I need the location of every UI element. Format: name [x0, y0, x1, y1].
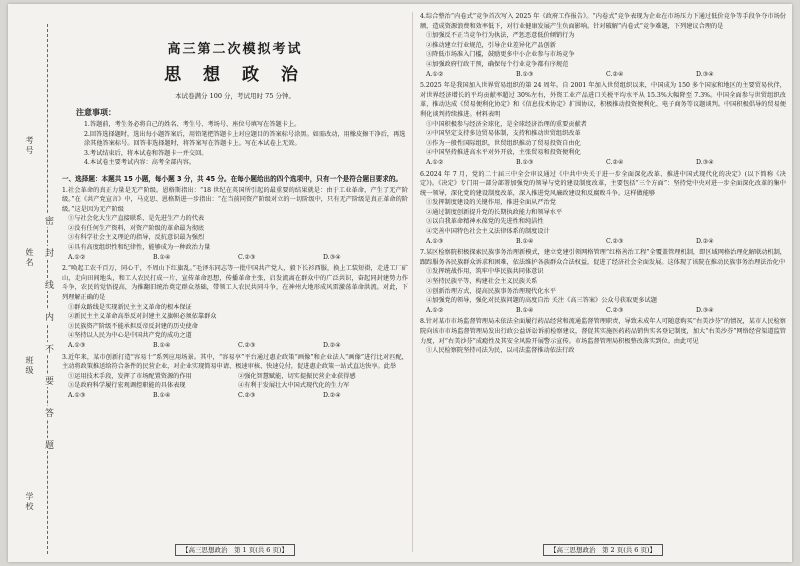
answer-choices [68, 391, 408, 401]
answer-choice: B.①④ [516, 237, 534, 245]
answer-choice: D.②④ [323, 342, 341, 349]
answer-choice: A.①③ [426, 237, 444, 245]
notice-item: 4.本试卷主要考试内容：高考全部内容。 [84, 159, 196, 166]
question-option: ①与社会化大生产直接联系，是先进生产力的代表 [68, 215, 205, 223]
answer-choice: B.①④ [516, 306, 534, 314]
answer-choices [426, 70, 786, 80]
answer-choice: D.③④ [696, 306, 714, 314]
page-footer [62, 545, 408, 554]
binding-label-exam-number: 考号 [25, 136, 34, 156]
answer-choice: B.①④ [153, 342, 171, 349]
answer-choice: D.②④ [696, 237, 714, 245]
question-4-stem: 4.综合整治“内卷式”竞争首次写入 2025 年《政府工作报告》。“内卷式”竞争表现为企业在市场压力下通过低价竞争等手段争夺市场份额，造成资源浪费和效率低下，对行业健康发展产生负面影响。针对破解“内卷式”竞争难题，下列建议合理的是 [420, 13, 786, 30]
question-3-stem: 3.近年来，某市创新打造“容易十”系列应用场景。其中，“容易享”平台通过惠企政策“画像”和企业法人“画像”进行比对匹配，主动将政策推送给符合条件的民营企业，对企业实现简易申请、极速审核、快速兑付，促进惠企政策一站式直达快享。此举 [62, 353, 408, 371]
answer-choice: C.②③ [238, 342, 256, 349]
answer-choice: A.①③ [68, 391, 86, 399]
page-footer-label: 【高三思想政治 第 1 页(共 6 页)】 [175, 544, 295, 556]
answer-choice: A.①② [426, 70, 444, 78]
question-option: ②推动建立行业规范，引导企业差异化产品创新 [426, 41, 556, 49]
answer-choice: B.①③ [516, 158, 534, 166]
answer-choice: A.①③ [68, 342, 86, 349]
page-1 [62, 10, 408, 554]
question-option: ①中国积极参与经济全球化，是全球经济治理的重要贡献者 [426, 120, 587, 128]
question-option: ③是政府科学履行宏观调控职能的具体表现 [68, 382, 186, 390]
answer-choice: D.③④ [696, 158, 714, 166]
answer-choices [426, 306, 786, 316]
question-option: ④具有高度组织性和纪律性，能够成为一种政治力量 [68, 244, 211, 252]
question-option: ③创新治理方式，提高民族事务治理现代化水平 [426, 287, 556, 295]
question-option: ②没有任何生产资料，对资产阶级的革命最为彻底 [68, 224, 205, 232]
question-7-stem: 7.某区检察院积极探索民族事务治理新模式，建立党建引领网格管理“红格善治工程”全覆盖管理机制，即区域网格治理化解联动机制，跟踪服务各民族群众诉求和困难，依法维护各族群众合法权益，促进了经济社会全面发展。这体现了该院在推动民族事务治理法治化中 [420, 249, 786, 266]
seal-char: 答 [43, 408, 53, 417]
question-option: ④有利于发展壮大中国式现代化的生力军 [238, 382, 350, 390]
question-option: ①人民检察院坚持司法为民，以司法监督推动依法行政 [426, 347, 575, 355]
answer-choice: C.②③ [606, 237, 624, 245]
question-option: ④完善中国特色社会主义法律体系的制度设计 [426, 228, 550, 236]
question-8-stem: 8.针对某市市场监督管理局未依法全面履行药品经营和流通监督管理职责，导致未成年人可随意购买“右美沙芬”的情况，某市人民检察院向该市市场监督管理局发出行政公益诉讼诉前检察建议，督促其实施医药药品销售实名登记制度，加大“右美沙芬”网络经营渠道监管力度，对“右美沙芬”成瘾性及其安全风险开展警示宣传。市场监督管理局积极整改落实到位。由此可见 [420, 318, 786, 345]
seal-char: 内 [43, 312, 53, 321]
question-option: ②新民主主义革命高举反对封建主义旗帜必须依靠群众 [68, 313, 217, 321]
answer-choices [68, 253, 408, 263]
question-option: ④坚持以人民为中心是中国共产党的成功之道 [68, 332, 192, 340]
seal-char: 密 [43, 216, 53, 225]
page-footer [420, 545, 786, 554]
question-option: ④加强党的领导，强化对民族问题的高度自治 关注《高三答案》公众号获取更多试题 [426, 297, 657, 305]
question-option: ③作为一般性国际组织，世贸组织推动了贸易投资自由化 [426, 139, 581, 147]
exam-title: 高三第二次模拟考试 [167, 42, 303, 57]
question-option: ②强化智慧赋能，切实提振民营企业获得感 [238, 372, 356, 380]
question-6-stem: 6.2024 年 7 月，党的二十届三中全会审议通过《中共中央关于进一步全面深化改革、推进中国式现代化的决定》(以下简称《决定》)。《决定》专门用一部分部署加强党的领导与党的建设制度改革，主要包括“三个方面”：坚持党中央对进一步全面深化改革的集中统一领导，深化党的建设制度改革，深入推进党风廉政建设和反腐败斗争。这样做能够 [420, 170, 786, 197]
answer-choice: C.②④ [606, 70, 624, 78]
answer-choice: B.①④ [153, 253, 171, 261]
question-option: ④中国坚持推进高水平对外开放，主张贸易和投资便利化 [426, 149, 581, 157]
exam-sheet [8, 4, 792, 562]
answer-choices [426, 158, 786, 168]
question-option: ③降低市场准入门槛，鼓励更多中小企业参与市场竞争 [426, 51, 575, 59]
question-option: ③以自我革命精神永葆党的先进性和纯洁性 [426, 218, 544, 226]
answer-choices [426, 237, 786, 247]
exam-info: 本试卷满分 100 分，考试用时 75 分钟。 [175, 92, 295, 100]
answer-choice: D.③④ [696, 70, 714, 78]
answer-choice: C.②④ [606, 158, 624, 166]
answer-choice: A.①② [426, 158, 444, 166]
subject-title: 思 想 政 治 [164, 65, 306, 85]
question-5-stem: 5.2025 年是我国加入世界贸易组织的第 24 周年。自 2001 年加入世贸组织以来，中国成为 150 多个国家和地区的主要贸易伙伴，对世界经济增长的平均贡献率超过 30%左右，外资工业产品进口关税平均水平从 15.3%大幅降至 7.3%。中国全面参与世贸组织改革，推动达成《贸易便利化协定》和《信息技术协定》扩围协议，积极推动投资便利化、电子商务等议题谈判。中国积极倡导的贸易便利化谈判持续推进。材料表明 [420, 82, 786, 118]
notice-list [62, 120, 408, 168]
seal-char: 题 [43, 440, 53, 449]
question-option: ③民族资产阶级不能承担反帝反封建的历史使命 [68, 322, 198, 330]
notice-item: 1.答题前，考生务必将自己的姓名、考生号、考场号、座位号填写在答题卡上。 [84, 121, 301, 128]
binding-label-name: 姓名 [25, 248, 34, 268]
question-option: ①发挥统战作用，筑牢中华民族共同体意识 [426, 268, 544, 276]
question-option: ①加强反不正当竞争行为执法，严惩恶意低价倾销行为 [426, 32, 575, 40]
question-2-stem: 2.“唤起工农千百万，同心干，不周山下红旗乱。”毛泽东同志等一批中国共产党人，毅下长衫西服，换上工装短褂，走进工厂矿山，走向田间地头，和工人农民打成一片，宣传革命思想，传播革命主张，启发流离在群众中的广泛共识，奋起同封建势力作斗争，农民的觉悟提高，为推翻旧统治奠定群众基础，带领工人农民共同斗争，在神州大地形成风雷激荡革命洪流。对此，下列理解正确的是 [62, 265, 408, 302]
question-option: ②中国坚定支持多边贸易体制，支持和推动世贸组织改革 [426, 130, 581, 138]
page-2 [420, 10, 786, 554]
question-options-grid [68, 372, 408, 391]
seal-char: 封 [43, 248, 53, 257]
page-divider [412, 12, 413, 552]
seal-char: 要 [43, 376, 53, 385]
answer-choice: C.②③ [606, 306, 624, 314]
page-footer-label: 【高三思想政治 第 2 页(共 6 页)】 [543, 544, 663, 556]
question-option: ②坚持民族平等，构建社会主义民族关系 [426, 278, 538, 286]
answer-choice: A.①② [426, 306, 444, 314]
binding-label-school: 学校 [25, 492, 34, 512]
seal-char: 不 [43, 344, 53, 353]
binding-label-class: 班级 [25, 356, 34, 376]
question-option: ③有科学社会主义理论的指导，反抗意识最为强烈 [68, 234, 205, 242]
answer-choice: A.①② [68, 253, 86, 261]
question-option: ②通过制度创新提升党的长期执政能力和领导水平 [426, 208, 563, 216]
section-heading: 一、选择题：本题共 15 小题，每小题 3 分，共 45 分。在每小题给出的四个选项中，只有一个是符合题目要求的。 [62, 174, 403, 183]
notice-heading: 注意事项： [76, 108, 116, 117]
answer-choice: D.②④ [323, 391, 341, 399]
question-option: ①运用技术手段，发挥了市场配置资源的作用 [68, 372, 192, 380]
answer-choice: C.②③ [238, 253, 256, 261]
answer-choice: B.①④ [153, 391, 171, 399]
question-option: ④加强政府行政干预，确保每个行业竞争都有序规范 [426, 60, 569, 68]
notice-item: 2.回答选择题时，选出每小题答案后，用铅笔把答题卡上对应题目的答案标号涂黑。如需改动，用橡皮擦干净后，再选涂其他答案标号。回答非选择题时，将答案写在答题卡上。写在本试卷上无效。 [84, 130, 406, 147]
notice-item: 3.考试结束后，将本试卷和答题卡一并交回。 [84, 149, 208, 157]
answer-choice: C.②③ [238, 391, 256, 399]
question-option: ①群众路线是实现新民主主义革命的根本保证 [68, 303, 192, 311]
answer-choice: D.③④ [323, 253, 341, 261]
question-1-stem: 1.社会革命的真正力量是无产阶级。恩格斯指出：“18 世纪在英国所引起的最重要的结果就是：由于工业革命，产生了无产阶级。”在《共产党宣言》中，马克思、恩格斯进一步指出：“在当前同资产阶级对立的一切阶级中，只有无产阶级是真正革命的阶级。”这是因为无产阶级 [62, 186, 408, 213]
answer-choice: B.①③ [516, 70, 534, 78]
question-option: ①发挥制度建设的关键作用，推进全面从严治党 [426, 199, 556, 207]
seal-char: 线 [43, 280, 53, 289]
answer-choices [68, 341, 408, 351]
binding-margin [14, 24, 54, 554]
